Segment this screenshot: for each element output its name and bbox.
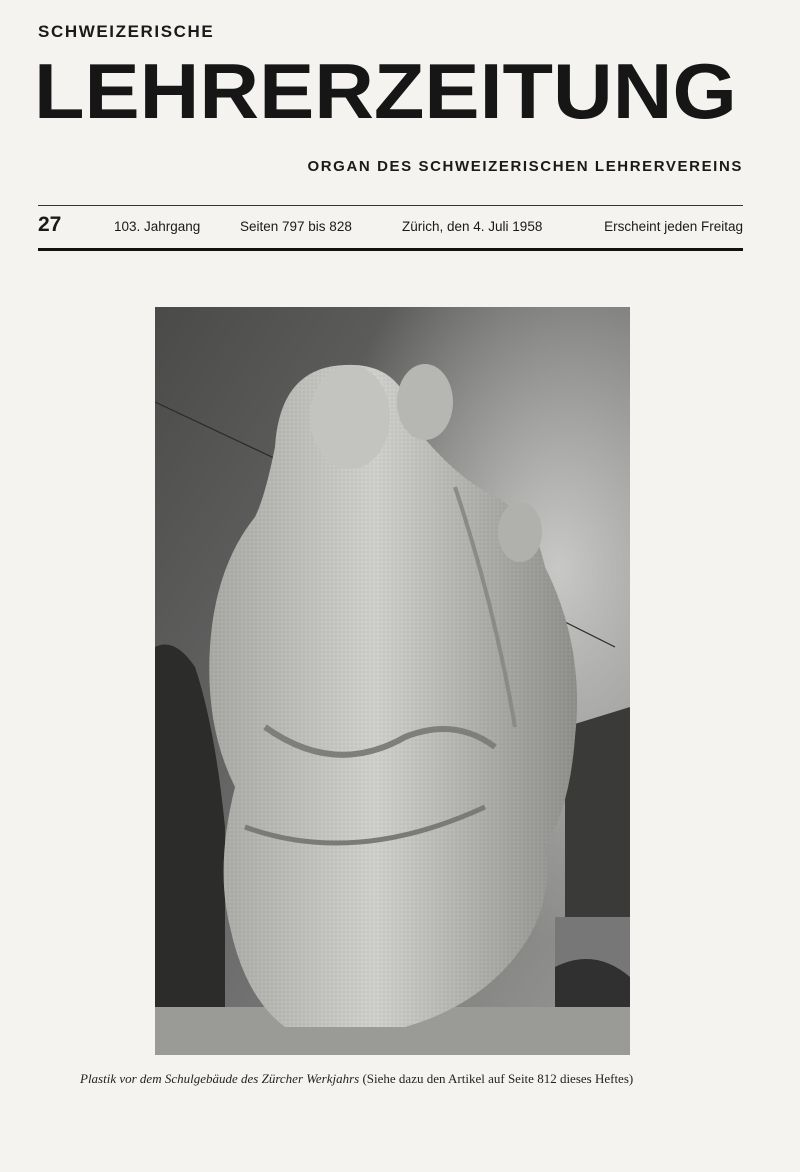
- cover-photo-sculpture: [155, 307, 630, 1055]
- issue-info-bar: [38, 213, 743, 241]
- issue-number: 27: [38, 213, 62, 236]
- masthead-title: LEHRERZEITUNG: [34, 47, 737, 135]
- photo-caption: [80, 1071, 740, 1087]
- masthead-pre-title: SCHWEIZERISCHE: [38, 22, 215, 41]
- pages-label: Seiten 797 bis 828: [240, 219, 352, 234]
- frequency-label: Erscheint jeden Freitag: [604, 219, 743, 234]
- divider-top: [38, 205, 743, 206]
- date-label: Zürich, den 4. Juli 1958: [402, 219, 543, 234]
- volume-label: 103. Jahrgang: [114, 219, 201, 234]
- divider-bottom: [38, 248, 743, 251]
- caption-note: (Siehe dazu den Artikel auf Seite 812 dieses Heftes): [362, 1071, 634, 1086]
- masthead-subtitle: ORGAN DES SCHWEIZERISCHEN LEHRERVEREINS: [307, 158, 743, 175]
- caption-main: Plastik vor dem Schulgebäude des Zürcher Werkjahrs: [80, 1071, 360, 1086]
- sculpture-illustration: [155, 307, 630, 1055]
